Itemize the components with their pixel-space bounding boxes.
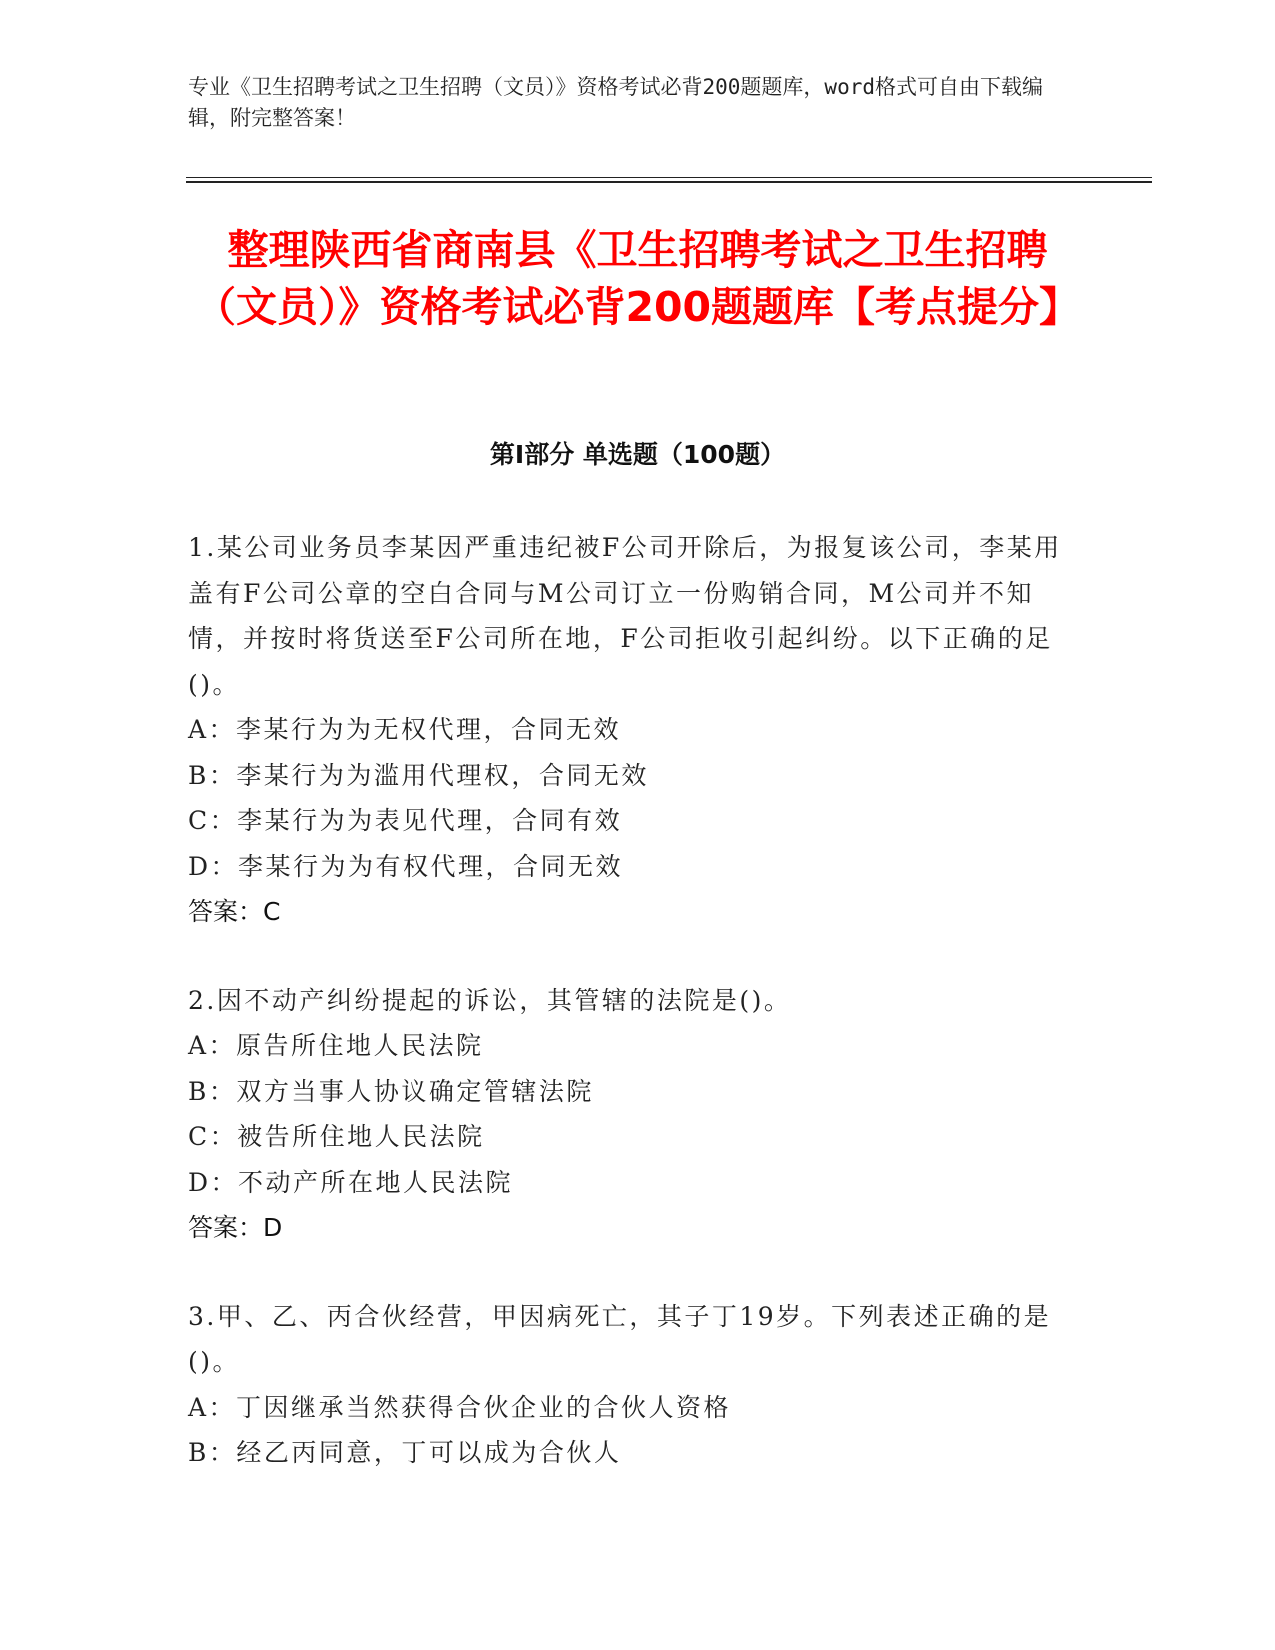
header-divider-thick [186, 181, 1152, 183]
question-3-text: 3.甲、乙、丙合伙经营，甲因病死亡，其子丁19岁。下列表述正确的是()。 [188, 1301, 1052, 1376]
question-3-option-b: B：经乙丙同意，丁可以成为合伙人 [188, 1438, 622, 1467]
question-2-option-a: A：原告所住地人民法院 [188, 1031, 484, 1060]
question-3 [188, 1294, 1088, 1476]
question-spacer [188, 935, 1088, 978]
question-1-option-a: A：李某行为为无权代理，合同无效 [188, 715, 622, 744]
question-2-answer: 答案：D [188, 1213, 283, 1242]
document-title: 整理陕西省商南县《卫生招聘考试之卫生招聘（文员）》资格考试必背200题题库【考点提分】 [194, 226, 1081, 331]
question-2 [188, 978, 1088, 1251]
question-1-option-d: D：李某行为为有权代理，合同无效 [188, 851, 624, 881]
question-1-option-b: B：李某行为为滥用代理权，合同无效 [188, 760, 649, 790]
header-divider-thin [186, 177, 1152, 178]
question-2-text: 2.因不动产纠纷提起的诉讼，其管辖的法院是()。 [188, 985, 792, 1015]
question-2-option-c: C：被告所住地人民法院 [188, 1122, 485, 1151]
question-spacer [188, 1251, 1088, 1294]
question-1-option-c: C：李某行为为表见代理，合同有效 [188, 806, 623, 835]
question-1-text: 1.某公司业务员李某因严重违纪被F公司开除后，为报复该公司，李某用盖有F公司公章的空白合同与M公司订立一份购销合同，M公司并不知情，并按时将货送至F公司所在地，F公司拒收引起纠纷。以下正确的足()。 [188, 533, 1062, 699]
question-2-option-d: D：不动产所在地人民法院 [188, 1167, 514, 1197]
question-1-answer: 答案：C [188, 897, 281, 926]
question-1 [188, 525, 1088, 935]
header-note: 专业《卫生招聘考试之卫生招聘（文员）》资格考试必背200题题库，word格式可自由下载编辑，附完整答案！ [188, 75, 1043, 130]
question-3-option-a: A：丁因继承当然获得合伙企业的合伙人资格 [188, 1392, 732, 1422]
question-list [188, 525, 1088, 1476]
question-2-option-b: B：双方当事人协议确定管辖法院 [188, 1076, 594, 1106]
section-heading: 第Ⅰ部分 单选题（100题） [489, 440, 786, 469]
